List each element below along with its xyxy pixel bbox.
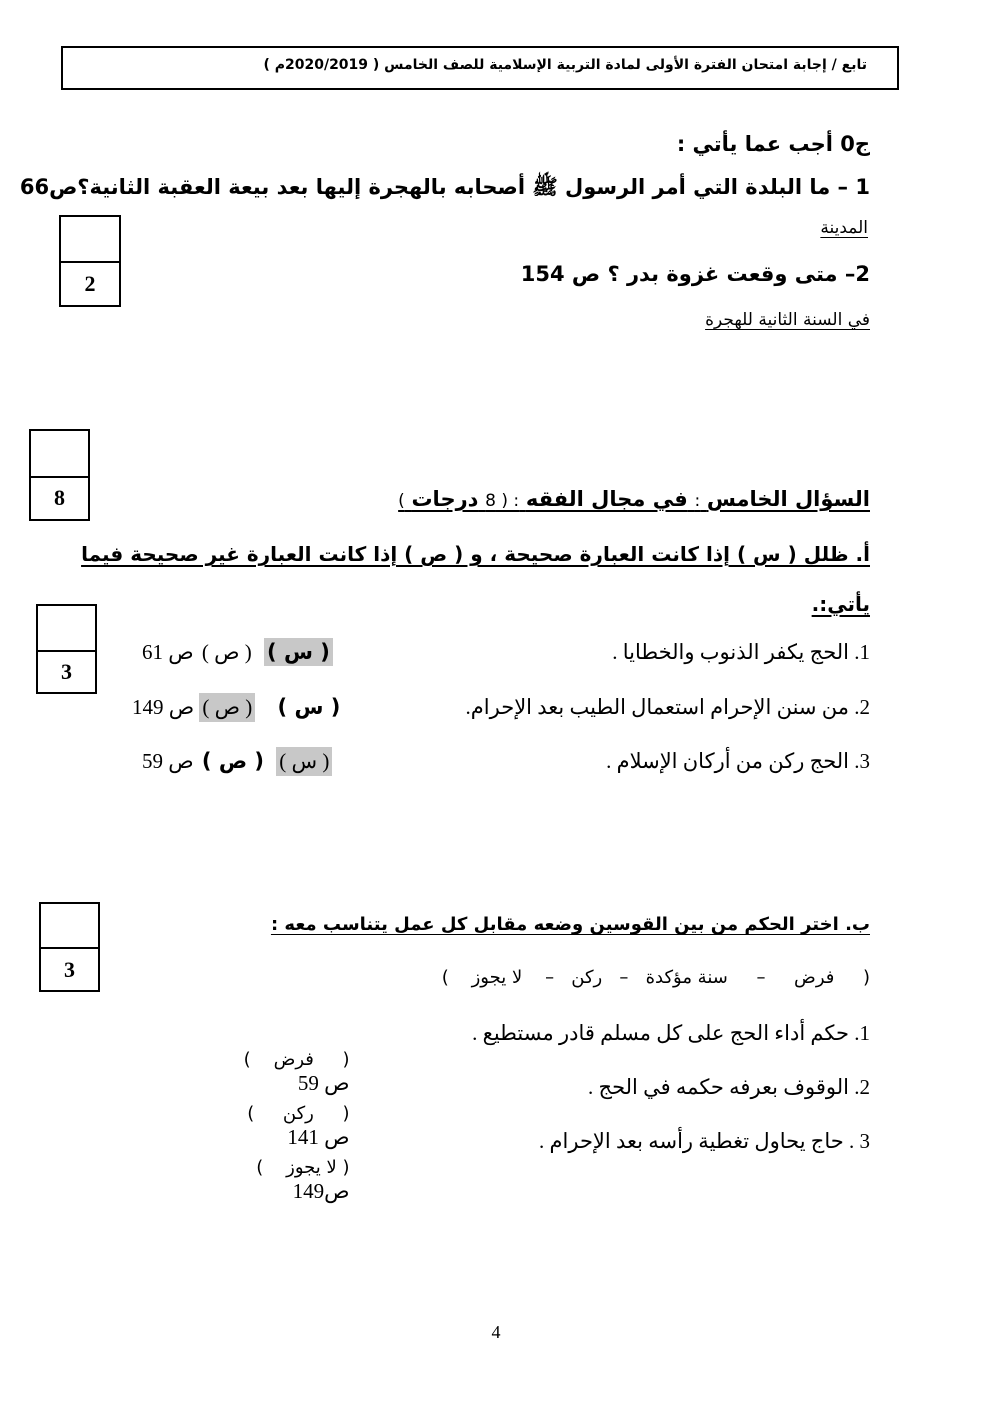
part-a-item-2-page: ص 149 [132, 695, 195, 719]
page-number: 4 [491, 1322, 501, 1342]
q5-field: في مجال الفقه [525, 487, 688, 511]
score-box-part-a [36, 604, 97, 694]
part-a-item-3-opt-p: ( ص ) [201, 749, 264, 773]
q4-question-2: 2– متى وقعت غزوة بدر ؟ ص 154 [520, 262, 870, 286]
part-b-item-1-text: 1. حكم أداء الحج على كل مسلم قادر مستطيع . [472, 1021, 870, 1045]
part-b-item-3-answer [256, 1129, 360, 1204]
part-a-item-1-page: ص 61 [142, 640, 194, 664]
score-box-q4 [59, 215, 121, 307]
part-a-item-1-answer [142, 638, 333, 667]
part-a-item-2-text: 2. من سنن الإحرام استعمال الطيب بعد الإحرام. [465, 695, 870, 719]
part-a-item-3-text: 3. الحج ركن من أركان الإسلام . [606, 749, 870, 773]
part-a-item-2-opt-s: ( س ) [277, 695, 341, 719]
part-b-instruction: ب. اختر الحكم من بين القوسين وضعه مقابل كل عمل يتناسب معه : [270, 914, 870, 935]
part-a-item-3-page: ص 59 [142, 749, 194, 773]
part-b-item-3-judgment: ( لا يجوز ) [256, 1157, 350, 1178]
q5-marks-prefix: : ( 8 [485, 491, 520, 511]
part-b-item-1-judgment: ( فرض ) [243, 1049, 350, 1070]
q5-marks-word: درجات [411, 487, 479, 511]
part-b-item-2-judgment: ( ركن ) [247, 1103, 350, 1124]
q5-marks-close: ) [398, 491, 405, 511]
part-b-item-2-page: ص 141 [287, 1125, 350, 1149]
part-b-item-1-page: ص 59 [297, 1071, 350, 1095]
q4-question-1: 1 – ما البلدة التي أمر الرسول ﷺ أصحابه بالهجرة إليها بعد بيعة العقبة الثانية؟ص66 [19, 175, 870, 199]
score-box-q5-total [29, 429, 90, 521]
part-a-item-1-text: 1. الحج يكفر الذنوب والخطايا . [612, 640, 870, 664]
q4-title: ج0 أجب عما يأتي : [676, 132, 870, 156]
part-a-instruction-1: أ. ظلل ( س ) إذا كانت العبارة صحيحة ، و ( ص ) إذا كانت العبارة غير صحيحة فيما [81, 542, 870, 566]
score-q4: 2 [84, 271, 96, 296]
q5-title: السؤال الخامس [706, 487, 870, 511]
part-a-item-3-opt-s: ( س ) [276, 747, 332, 776]
q5-title-sep: : [694, 491, 701, 511]
score-q5-total: 8 [54, 485, 65, 510]
part-b-item-2-text: 2. الوقوف بعرفه حكمه في الحج . [588, 1075, 870, 1099]
score-part-b: 3 [64, 957, 75, 982]
part-b-item-3-text: 3 . حاج يحاول تغطية رأسه بعد الإحرام . [539, 1129, 870, 1153]
part-a-item-3-answer [142, 747, 332, 776]
part-a-item-2-answer [132, 693, 343, 722]
part-a-item-2-opt-p: ( ص ) [199, 693, 255, 722]
q4-answer-1: المدينة [820, 218, 868, 238]
part-a-instruction-2: يأتي:. [811, 592, 870, 616]
q5-heading [398, 487, 870, 511]
part-b-options: ( فرض – سنة مؤكدة – ركن – لا يجوز ) [441, 967, 870, 988]
part-a-item-1-opt-p: ( ص ) [201, 640, 252, 664]
part-a-item-1-opt-s: ( س ) [264, 638, 333, 666]
score-part-a: 3 [61, 659, 72, 684]
q4-answer-2: في السنة الثانية للهجرة [705, 310, 870, 330]
score-box-part-b [39, 902, 100, 992]
part-b-item-3-page: ص149 [292, 1179, 350, 1203]
header-title: تابع / إجابة امتحان الفترة الأولى لمادة التربية الإسلامية للصف الخامس ( 2020/2019م ) [263, 57, 867, 73]
